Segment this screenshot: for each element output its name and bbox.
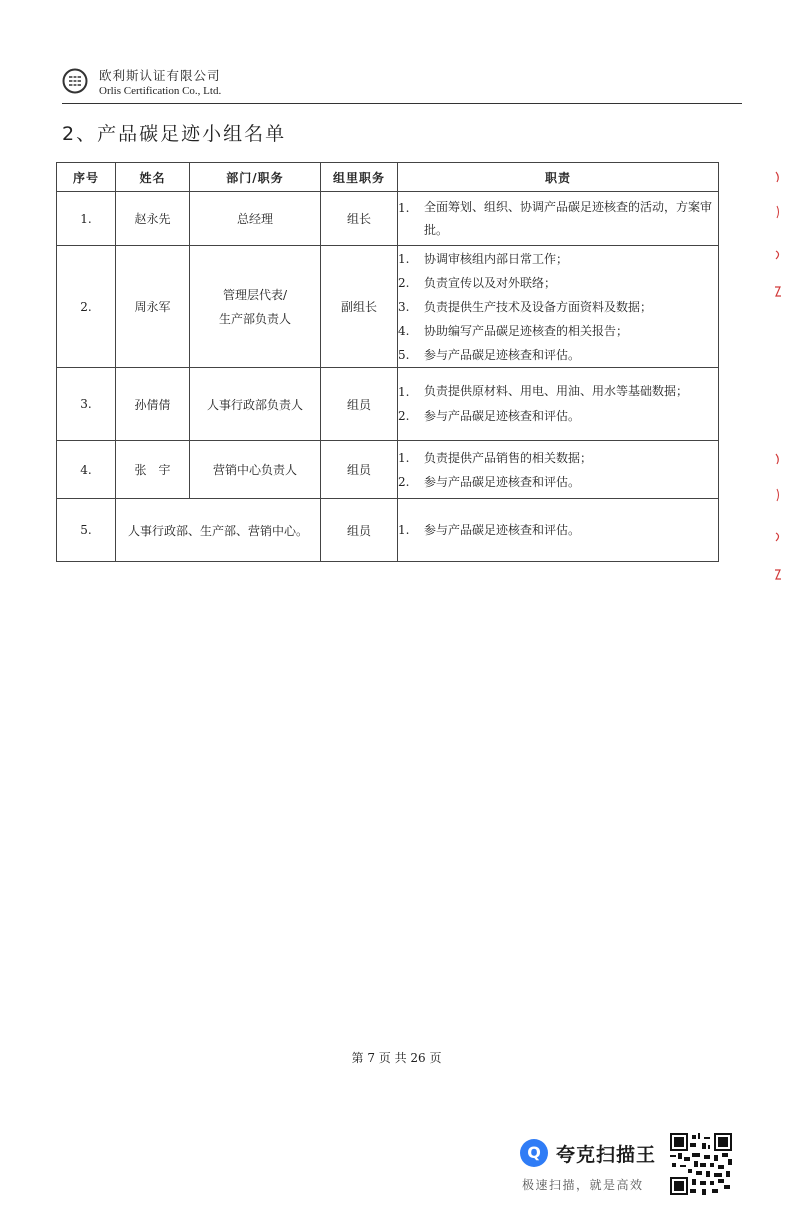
- duty-text: 负责提供产品销售的相关数据；: [424, 450, 593, 465]
- duty-number: 3.: [398, 299, 410, 314]
- duty-text: 参与产品碳足迹核查和评估。: [424, 474, 581, 489]
- col-header-duties: 职责: [398, 163, 719, 192]
- duty-item: [398, 518, 718, 542]
- duty-number: 1.: [398, 385, 410, 399]
- duty-text: 协调审核组内部日常工作；: [424, 251, 569, 266]
- duty-item: [398, 196, 718, 242]
- company-name-cn: 欧利斯认证有限公司: [99, 68, 221, 83]
- cell-duties: [398, 499, 719, 562]
- scanner-app-name: 夸克扫描王: [556, 1144, 657, 1166]
- cell-name: 张 宇: [116, 441, 190, 499]
- cell-name: 周永军: [116, 246, 190, 368]
- duty-number: 1.: [398, 523, 410, 537]
- page-number: 第 7 页 共 26 页: [351, 1051, 442, 1065]
- section-title: 2、产品碳足迹小组名单: [62, 123, 287, 145]
- duty-number: 2.: [398, 474, 410, 489]
- col-header-dept: 部门/职务: [190, 163, 321, 192]
- duty-item: [398, 380, 718, 404]
- cell-no: 2.: [57, 246, 116, 368]
- company-logo-icon: [62, 68, 88, 94]
- dept-line: 管理层代表/: [222, 287, 288, 302]
- seal-edge-mark: [774, 285, 782, 299]
- duty-item: [398, 319, 718, 343]
- seal-edge-mark: [774, 488, 782, 502]
- col-header-name: 姓名: [116, 163, 190, 192]
- duty-text: 参与产品碳足迹核查和评估。: [424, 409, 581, 423]
- cell-no: 4.: [57, 441, 116, 499]
- seal-edge-mark: [774, 170, 782, 184]
- cell-role: 副组长: [321, 246, 398, 368]
- table-row: [57, 368, 719, 441]
- cell-duties: [398, 192, 719, 246]
- duty-item: [398, 295, 718, 319]
- col-header-role: 组里职务: [321, 163, 398, 192]
- table-row: [57, 441, 719, 499]
- duty-item: [398, 343, 718, 367]
- duty-item: [398, 271, 718, 295]
- duty-number: 4.: [398, 323, 410, 338]
- cell-dept: [190, 246, 321, 368]
- duty-number: 2.: [398, 409, 410, 423]
- cell-duties: [398, 441, 719, 499]
- page-header: [62, 66, 742, 104]
- dept-line: 生产部负责人: [218, 311, 291, 326]
- seal-edge-mark: [774, 568, 782, 582]
- duty-text: 全面筹划、组织、协调产品碳足迹核查的活动，方案审批。: [424, 199, 713, 237]
- duty-item: [398, 404, 718, 428]
- duty-number: 1.: [398, 200, 410, 215]
- col-header-no: 序号: [57, 163, 116, 192]
- cell-duties: [398, 368, 719, 441]
- company-name-en: Orlis Certification Co., Ltd.: [99, 85, 222, 97]
- cell-no: 1.: [57, 192, 116, 246]
- duty-text: 负责提供原材料、用电、用油、用水等基础数据；: [424, 384, 689, 398]
- table-header-row: [57, 163, 719, 192]
- table-row: [57, 246, 719, 368]
- duty-text: 参与产品碳足迹核查和评估。: [424, 523, 581, 537]
- cell-duties: [398, 246, 719, 368]
- cell-name: 孙倩倩: [116, 368, 190, 441]
- cell-name-dept-merged: 人事行政部、生产部、营销中心。: [116, 499, 321, 562]
- cell-role: 组长: [321, 192, 398, 246]
- scanner-watermark: [520, 1136, 665, 1196]
- scanner-logo-icon: Q: [520, 1139, 548, 1167]
- table-row: [57, 192, 719, 246]
- seal-edge-mark: [774, 530, 782, 544]
- duty-text: 负责宣传以及对外联络；: [424, 275, 557, 290]
- duty-number: 2.: [398, 275, 410, 290]
- table-row: [57, 499, 719, 562]
- duty-number: 5.: [398, 347, 410, 362]
- carbon-footprint-team-table: [56, 162, 719, 562]
- cell-dept: 人事行政部负责人: [190, 368, 321, 441]
- duty-item: [398, 470, 718, 494]
- duty-number: 1.: [398, 450, 410, 465]
- scanner-slogan: 极速扫描，就是高效: [522, 1178, 644, 1192]
- seal-edge-mark: [774, 248, 782, 262]
- cell-role: 组员: [321, 499, 398, 562]
- cell-name: 赵永先: [116, 192, 190, 246]
- seal-edge-mark: [774, 452, 782, 466]
- cell-dept: 营销中心负责人: [190, 441, 321, 499]
- cell-role: 组员: [321, 441, 398, 499]
- qr-code-icon: [670, 1133, 732, 1195]
- duty-number: 1.: [398, 251, 410, 266]
- cell-dept: 总经理: [190, 192, 321, 246]
- duty-item: [398, 446, 718, 470]
- cell-no: 3.: [57, 368, 116, 441]
- duty-text: 负责提供生产技术及设备方面资料及数据；: [424, 299, 653, 314]
- duty-item: [398, 247, 718, 271]
- cell-role: 组员: [321, 368, 398, 441]
- duty-text: 协助编写产品碳足迹核查的相关报告；: [424, 323, 629, 338]
- header-divider: [62, 103, 742, 104]
- cell-no: 5.: [57, 499, 116, 562]
- duty-text: 参与产品碳足迹核查和评估。: [424, 347, 581, 362]
- seal-edge-mark: [774, 205, 782, 219]
